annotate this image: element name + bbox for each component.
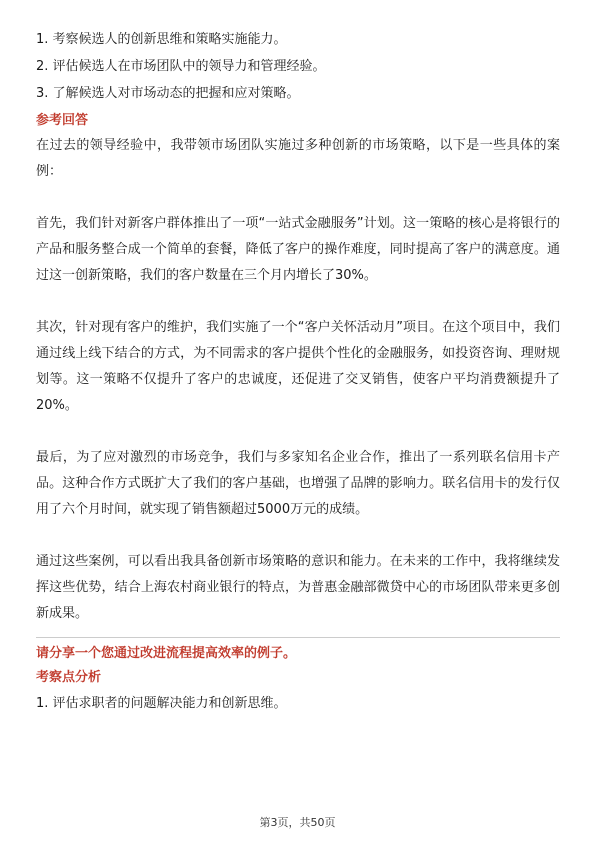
answer-intro: 在过去的领导经验中，我带领市场团队实施过多种创新的市场策略，以下是一些具体的案例： — [36, 138, 560, 179]
analysis-item: 1. 评估求职者的问题解决能力和创新思维。 — [36, 696, 287, 711]
answer-heading: 参考回答 — [36, 113, 89, 128]
page-footer: 第3页，共50页 — [259, 816, 336, 829]
answer-conclusion: 通过这些案例，可以看出我具备创新市场策略的意识和能力。在未来的工作中，我将继续发挥这些优势，结合上海农村商业银行的特点，为普惠金融部微贷中心的市场团队带来更多创新成果。 — [36, 554, 560, 621]
answer-paragraph: 最后，为了应对激烈的市场竞争，我们与多家知名企业合作，推出了一系列联名信用卡产品。这种合作方式既扩大了我们的客户基础，也增强了品牌的影响力。联名信用卡的发行仅用了六个月时间，就实现了销售额超过5000万元的成绩。 — [36, 450, 560, 517]
analysis-heading: 考察点分析 — [36, 670, 102, 685]
next-question: 请分享一个您通过改进流程提高效率的例子。 — [36, 646, 297, 661]
document-page — [36, 26, 560, 717]
section-divider — [36, 637, 560, 638]
goal-item: 1. 考察候选人的创新思维和策略实施能力。 — [36, 32, 287, 47]
answer-paragraph: 首先，我们针对新客户群体推出了一项“一站式金融服务”计划。这一策略的核心是将银行的产品和服务整合成一个简单的套餐，降低了客户的操作难度，同时提高了客户的满意度。通过这一创新策略，我们的客户数量在三个月内增长了30%。 — [36, 216, 560, 283]
goal-item: 2. 评估候选人在市场团队中的领导力和管理经验。 — [36, 59, 326, 74]
goal-item: 3. 了解候选人对市场动态的把握和应对策略。 — [36, 86, 300, 101]
answer-paragraph: 其次，针对现有客户的维护，我们实施了一个“客户关怀活动月”项目。在这个项目中，我们通过线上线下结合的方式，为不同需求的客户提供个性化的金融服务，如投资咨询、理财规划等。这一策略不仅提升了客户的忠诚度，还促进了交叉销售，使客户平均消费额提升了20%。 — [36, 320, 560, 413]
